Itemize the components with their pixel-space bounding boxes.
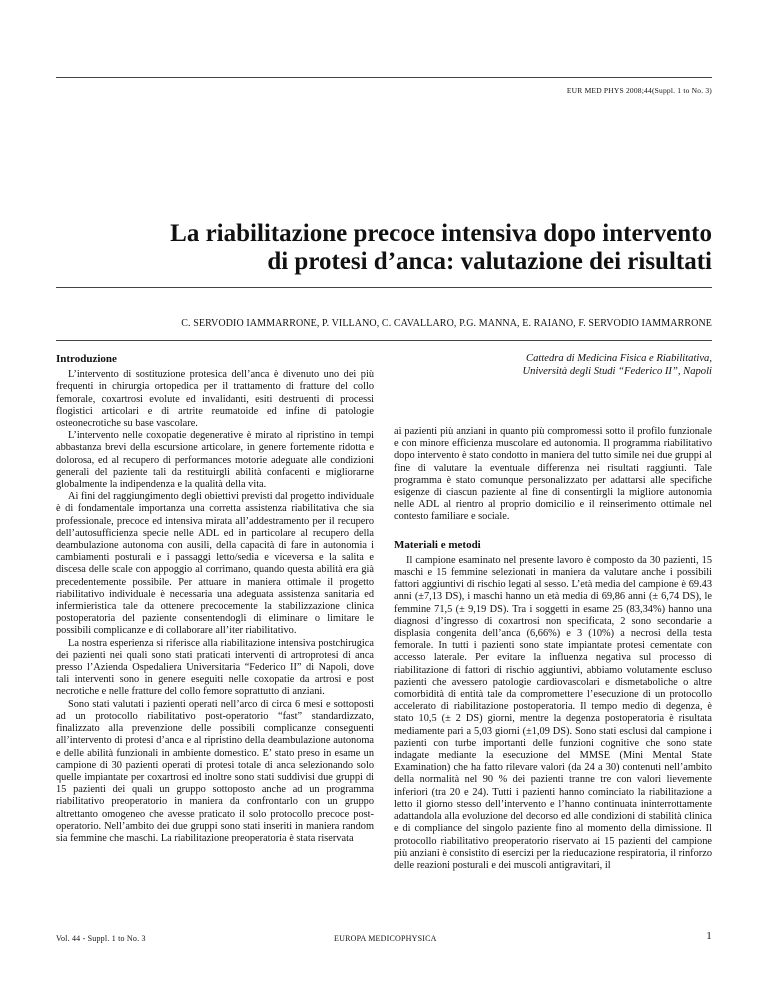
top-rule xyxy=(56,77,712,78)
article-title xyxy=(112,220,712,276)
methods-paragraph: Il campione esaminato nel presente lavoro è composto da 30 pazienti, 15 maschi e 15 femmine selezionati in maniera da valutare anche i possibili fattori aggiuntivi di rischio legati al sesso. L’età media del campione è 69.43 anni (±7,13 DS), i maschi hanno un età media di 69,86 anni (± 6,74 DS), le femmine 71,5 (± 9,19 DS). Tra i soggetti in esame 25 (83,34%) hanno una diagnosi d’ingresso di coxartrosi non specificata, 2 sono secondarie a displasia congenita dell’anca (6,66%) e 3 (10%) a necrosi della testa femorale. In tutti i pazienti sono state impiantate protesi cementate con accesso laterale. Per evitare la influenza negativa sul processo di riabilitazione di fattori di rischio aggiuntivi, abbiamo volutamente escluso pazienti che avessero patologie cardiovascolari e dismetaboliche o altre comorbidità di entità tale da compromettere l’esecuzione di un protocollo accelerato di riabilitazione postoperatoria. Il tempo medio di degenza, è stato 10,5 (± 2 DS) giorni, mentre la degenza postoperatoria è risultata mediamente pari a 5,03 giorni (±1,09 DS). Sono stati esclusi dal campione i pazienti con turbe importanti delle funzioni cognitive che sono state indagate mediante la esecuzione del MMSE (Mini Mental State Examination) che ha fatto rilevare valori (da 24 a 30) contenuti nell’ambito della normalità nel 90 % dei pazienti tranne tre con valori lievemente inferiori (tra 20 e 24). Tutti i pazienti hanno cominciato la riabilitazione a letto il giorno stesso dell’intervento e l’hanno continuata ininterrottamente adattandola alla evoluzione del decorso ed alle condizioni di stabilità clinica e di compliance del singolo paziente fino al momento della dimissione. Il protocollo riabilitativo preoperatorio riservato ai 15 pazienti del campione più anziani è consistito di esercizi per la rieducazione respiratoria, il rinforzo delle reazioni posturali e dei muscoli antigravitari, il xyxy=(394,554,712,871)
page-number: 1 xyxy=(706,930,712,942)
footer-volume: Vol. 44 - Suppl. 1 to No. 3 xyxy=(56,934,146,943)
intro-paragraph: La nostra esperienza si riferisce alla riabilitazione intensiva postchirugica dei pazienti nei quali sono stati praticati interventi di artroprotesi di anca presso l’Azienda Ospedaliera Universitaria “Federico II” di Napoli, dove tali interventi sono in genere eseguiti nelle coxopatie da artrosi e post necrotiche e nelle fratture del collo femore soprattutto di anziani. xyxy=(56,637,374,698)
title-line-2: di protesi d’anca: valutazione dei risultati xyxy=(267,248,712,275)
authors-rule xyxy=(56,340,712,341)
intro-paragraph: Ai fini del raggiungimento degli obiettivi previsti dal progetto individuale è di fondamentale importanza una corretta assistenza riabilitativa che sia professionale, precoce ed intensiva mirata all’addestramento per il recupero dell’autosufficienza specie nelle ADL ed in particolare al recupero della deambulazione autonoma con ausili, della capacità di fare in autonomia i cambiamenti posturali e i passaggi letto/sedia e viceversa e la salita e discesa delle scale con appoggio al corrimano, quando questa abilità era già precedentemente possibile. Per attuare in maniera ottimale il progetto riabilitativo individuale è necessaria una adeguata assistenza sanitaria ed infermieristica tale da ottenere precocemente la stabilizzazione clinica postoperatoria del paziente consentendogli di eliminare o limitare le possibili complicanze e di collaborare all’iter riabilitativo. xyxy=(56,491,374,637)
affiliation-line-1: Cattedra di Medicina Fisica e Riabilitativa, xyxy=(526,353,712,364)
left-column xyxy=(56,353,374,845)
journal-reference: EUR MED PHYS 2008;44(Suppl. 1 to No. 3) xyxy=(566,86,712,95)
intro-paragraph: L’intervento di sostituzione protesica dell’anca è divenuto uno dei più frequenti in chirurgia ortopedica per il trattamento di fratture del collo femorale, coxartrosi evolute ed invalidanti, esiti destruenti di processi flogistici articolari e di artrite reumatoide ed infine di patologie osteonecrotiche su base vascolare. xyxy=(56,369,374,430)
authors-line: C. SERVODIO IAMMARRONE, P. VILLANO, C. CAVALLARO, P.G. MANNA, E. RAIANO, F. SERVODIO IAMMARRONE xyxy=(181,318,712,329)
section-heading-materiali-e-metodi: Materiali e metodi xyxy=(394,538,481,551)
title-line-1: La riabilitazione precoce intensiva dopo intervento xyxy=(170,220,712,247)
intro-paragraph: Sono stati valutati i pazienti operati nell’arco di circa 6 mesi e sottoposti ad un protocollo riabilitativo post-operatorio “fast” standardizzato, finalizzato alla prevenzione delle possibili complicanze conseguenti all’intervento di protesi d’anca e al ripristino della deambulazione autonoma e delle abilità funzionali in ambiente domestico. E’ stato preso in esame un campione di 30 pazienti operati di protesi totale di anca selezionando solo quelle impiantate per coxartrosi ed inoltre sono stati suddivisi due gruppi di 15 pazienti dei quali un gruppo sottoposto anche ad un programma riabilitativo preoperatorio in maniera da confrontarlo con un gruppo altrettanto omogeneo che avesse praticato il solo protocollo precoce post-operatorio. Nell’ambito dei due gruppi sono stati inseriti in maniera random sia femmine che maschi. La riabilitazione preoperatoria è stata riservata xyxy=(56,698,374,844)
affiliation-line-2: Università degli Studi “Federico II”, Napoli xyxy=(522,365,712,377)
section-heading-introduzione: Introduzione xyxy=(56,353,117,365)
affiliation xyxy=(394,353,712,378)
right-column xyxy=(394,353,712,872)
footer-journal-name: EUROPA MEDICOPHYSICA xyxy=(334,934,437,943)
intro-continuation-paragraph: ai pazienti più anziani in quanto più compromessi sotto il profilo funzionale e con minore efficienza muscolare ed autonomia. Il programma riabilitativo dopo intervento è stato condotto in maniera del tutto simile nei due gruppi al fine di valutare la eventuale differenza nei risultati raggiunti. Tale programma è stato comunque personalizzato per adattarsi alle specifiche esigenze di ciascun paziente al fine di consentirgli la migliore autonomia nelle ADL al rientro al proprio domicilio e il reinserimento ottimale nel contesto familiare e sociale. xyxy=(394,426,712,523)
intro-paragraph: L’intervento nelle coxopatie degenerative è mirato al ripristino in tempi abbastanza brevi della escursione articolare, in genere fortemente ridotta e dolorosa, ed al recupero di performances motorie adeguate alle condizioni generali del paziente tali da restituirgli abilità confacenti e migliorarne globalmente la indipendenza e la qualità della vita. xyxy=(56,430,374,491)
title-rule xyxy=(56,287,712,288)
